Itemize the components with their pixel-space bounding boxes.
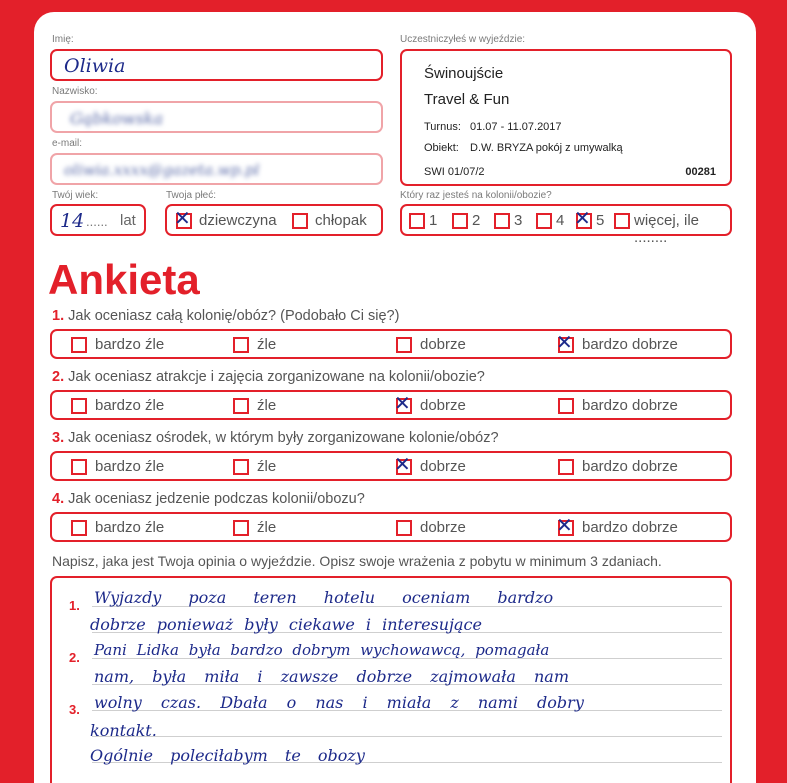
check-mark-icon: ✕ [574,206,591,230]
essay-line-number: 3. [69,702,80,717]
times-checkbox-4[interactable] [536,213,552,229]
name-label: Imię: [52,34,74,45]
rating-label: bardzo dobrze [582,519,678,536]
rating-label: źle [257,397,277,414]
times-option-3: 3 [514,212,523,229]
rating-label: źle [257,519,277,536]
rating-label: źle [257,458,277,475]
answer-row-4 [50,512,732,542]
times-checkbox-3[interactable] [494,213,510,229]
question-1 [52,308,399,324]
question-2 [52,369,485,385]
question-3 [52,430,499,446]
survey-title: Ankieta [48,256,200,303]
times-checkbox-5[interactable] [574,206,592,230]
answer-row-1 [50,329,732,359]
essay-handwritten-line: Ogólnie poleciłabym te obozy [90,746,365,765]
question-number: 4. [52,491,65,507]
rating-label: bardzo dobrze [582,458,678,475]
question-4 [52,491,365,507]
age-dots: ...... [86,214,108,229]
age-field[interactable] [50,204,146,236]
essay-handwritten-line: kontakt. [90,721,157,740]
sex-field [165,204,383,236]
trip-city: Świnoujście [424,65,504,82]
q2-checkbox-bardzo-zle[interactable] [71,398,87,414]
question-text: Jak oceniasz całą kolonię/obóz? (Podobało Ci się?) [68,308,400,324]
q1-checkbox-dobrze[interactable] [396,337,412,353]
email-value-blurred: oliwia.xxxx@gazeta.wp.pl [64,161,260,179]
rating-label: bardzo dobrze [582,397,678,414]
sex-checkbox-boy[interactable] [292,213,308,229]
obiekt-label: Obiekt: [424,142,459,154]
trip-box [400,49,732,186]
rating-label: bardzo źle [95,458,165,475]
times-label: Który raz jesteś na kolonii/obozie? [400,190,552,201]
check-mark-icon: ✕ [174,206,191,230]
q2-checkbox-dobrze[interactable] [394,391,412,415]
sex-option-girl: dziewczyna [199,212,277,229]
times-option-2: 2 [472,212,481,229]
check-mark-icon: ✕ [394,391,411,415]
q4-checkbox-dobrze[interactable] [396,520,412,536]
trip-company: Travel & Fun [424,91,510,108]
essay-handwritten-line: wolny czas. Dbała o nas i miała z nami dobry [94,693,584,712]
essay-handwritten-line: Wyjazdy poza teren hotelu oceniam bardzo [94,588,554,607]
q1-checkbox-zle[interactable] [233,337,249,353]
surname-value-blurred: Gąbkowska [70,109,164,128]
obiekt-value: D.W. BRYZA pokój z umywalką [470,142,623,154]
surname-label: Nazwisko: [52,86,98,97]
q3-checkbox-dobrze[interactable] [394,452,412,476]
times-checkbox-2[interactable] [452,213,468,229]
age-label: Twój wiek: [52,190,99,201]
question-text: Jak oceniasz atrakcje i zajęcia zorganizowane na kolonii/obozie? [68,369,485,385]
essay-field[interactable] [50,576,732,783]
times-field [400,204,732,246]
rating-label: dobrze [420,336,466,353]
survey-sheet [34,12,756,783]
q3-checkbox-bardzo-zle[interactable] [71,459,87,475]
times-checkbox-more[interactable] [614,213,630,229]
answer-row-2 [50,390,732,420]
turnus-label: Turnus: [424,121,461,133]
q4-checkbox-bardzo-zle[interactable] [71,520,87,536]
answer-row-3 [50,451,732,481]
times-option-5: 5 [596,212,605,229]
times-option-more: więcej, ile ........ [634,212,700,246]
q4-checkbox-zle[interactable] [233,520,249,536]
q2-checkbox-zle[interactable] [233,398,249,414]
q3-checkbox-zle[interactable] [233,459,249,475]
name-value: Oliwia [64,55,126,77]
question-number: 2. [52,369,65,385]
question-text: Jak oceniasz ośrodek, w którym były zorganizowane kolonie/obóz? [68,430,499,446]
check-mark-icon: ✕ [556,330,573,354]
rating-label: bardzo źle [95,336,165,353]
question-number: 3. [52,430,65,446]
name-field[interactable] [50,49,383,81]
q1-checkbox-bardzo-dobrze[interactable] [556,330,574,354]
q4-checkbox-bardzo-dobrze[interactable] [556,513,574,537]
turnus-value: 01.07 - 11.07.2017 [470,121,562,133]
essay-handwritten-line: Pani Lidka była bardzo dobrym wychowawcą, pomagała [94,641,550,659]
rating-label: dobrze [420,397,466,414]
email-field[interactable] [50,153,383,185]
sex-option-boy: chłopak [315,212,367,229]
q3-checkbox-bardzo-dobrze[interactable] [558,459,574,475]
q1-checkbox-bardzo-zle[interactable] [71,337,87,353]
times-option-4: 4 [556,212,565,229]
essay-line-number: 2. [69,650,80,665]
rating-label: bardzo dobrze [582,336,678,353]
sex-checkbox-girl[interactable] [174,206,192,230]
q2-checkbox-bardzo-dobrze[interactable] [558,398,574,414]
essay-line-number: 1. [69,598,80,613]
rating-label: bardzo źle [95,397,165,414]
trip-label: Uczestniczyłeś w wyjeździe: [400,34,526,45]
question-number: 1. [52,308,65,324]
age-value: 14 [60,210,85,232]
essay-handwritten-line: dobrze ponieważ były ciekawe i interesujące [90,615,482,634]
check-mark-icon: ✕ [394,452,411,476]
rating-label: źle [257,336,277,353]
trip-number: 00281 [685,166,716,178]
surname-field[interactable] [50,101,383,133]
age-unit: lat [120,212,136,229]
essay-prompt: Napisz, jaka jest Twoja opinia o wyjeździe. Opisz swoje wrażenia z pobytu w minimum 3 zdaniach. [52,553,662,569]
trip-code: SWI 01/07/2 [424,166,485,178]
question-text: Jak oceniasz jedzenie podczas kolonii/obozu? [68,491,365,507]
rating-label: bardzo źle [95,519,165,536]
email-label: e-mail: [52,138,83,149]
times-option-1: 1 [429,212,438,229]
rating-label: dobrze [420,519,466,536]
rating-label: dobrze [420,458,466,475]
sex-label: Twoja płeć: [166,190,217,201]
times-checkbox-1[interactable] [409,213,425,229]
check-mark-icon: ✕ [556,513,573,537]
essay-handwritten-line: nam, była miła i zawsze dobrze zajmowała nam [94,667,569,686]
